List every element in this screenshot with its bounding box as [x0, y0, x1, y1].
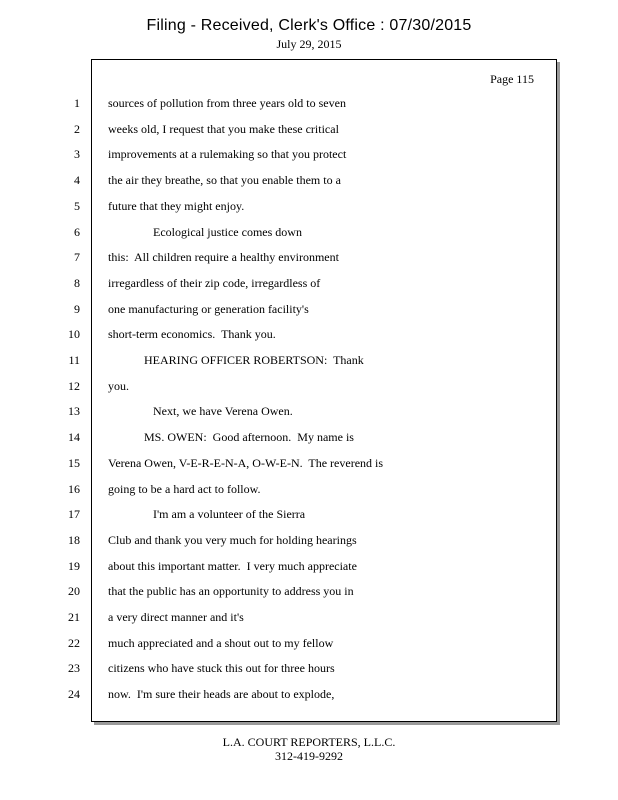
- transcript-line: that the public has an opportunity to address you in: [108, 584, 354, 599]
- line-number: 4: [74, 173, 80, 188]
- line-number: 19: [68, 558, 80, 573]
- transcript-line: sources of pollution from three years old to seven: [108, 96, 346, 110]
- line-number: 20: [68, 584, 80, 599]
- transcript-date: July 29, 2015: [276, 37, 342, 51]
- transcript-line: Next, we have Verena Owen.: [108, 404, 293, 419]
- line-number: 10: [68, 327, 80, 342]
- line-number: 23: [68, 661, 80, 676]
- line-number: 14: [68, 430, 80, 445]
- transcript-line: improvements at a rulemaking so that you protect: [108, 147, 347, 162]
- transcript-line: much appreciated and a shout out to my fellow: [108, 635, 334, 650]
- transcript-line: you.: [108, 378, 129, 393]
- line-number: 22: [68, 635, 80, 650]
- transcript-line: citizens who have stuck this out for three hours: [108, 661, 335, 676]
- line-number: 5: [74, 198, 80, 213]
- line-number: 18: [68, 532, 80, 547]
- line-number: 12: [68, 378, 80, 393]
- transcript-line: Club and thank you very much for holding hearings: [108, 532, 357, 547]
- reporter-company: L.A. COURT REPORTERS, L.L.C.: [222, 735, 396, 749]
- transcript-line: this: All children require a healthy environment: [108, 250, 339, 265]
- transcript-line: a very direct manner and it's: [108, 610, 244, 624]
- line-number: 7: [74, 250, 80, 265]
- transcript-line: Verena Owen, V-E-R-E-N-A, O-W-E-N. The reverend is: [108, 455, 384, 470]
- transcript-line: future that they might enjoy.: [108, 198, 245, 213]
- filing-stamp: Filing - Received, Clerk's Office : 07/30/2015: [146, 17, 472, 34]
- line-number: 17: [68, 507, 80, 522]
- line-number: 24: [68, 687, 80, 702]
- transcript-line: irregardless of their zip code, irregardless of: [108, 275, 321, 290]
- transcript-line: the air they breathe, so that you enable them to a: [108, 173, 341, 188]
- line-number: 16: [68, 481, 80, 496]
- transcript-line: short-term economics. Thank you.: [108, 327, 276, 342]
- transcript-line: going to be a hard act to follow.: [108, 481, 261, 496]
- transcript-line: now. I'm sure their heads are about to explode,: [108, 687, 335, 702]
- reporter-phone: 312-419-9292: [275, 749, 343, 763]
- line-number: 6: [74, 224, 80, 239]
- line-number: 21: [68, 610, 80, 624]
- transcript-line: weeks old, I request that you make these critical: [108, 121, 339, 136]
- transcript-line: I'm am a volunteer of the Sierra: [108, 507, 306, 522]
- line-number: 9: [74, 301, 80, 316]
- line-number: 15: [68, 455, 80, 470]
- transcript-line: about this important matter. I very much appreciate: [108, 558, 357, 573]
- line-number: 2: [74, 121, 80, 136]
- line-number: 8: [74, 275, 80, 290]
- page-number: Page 115: [490, 72, 534, 86]
- line-number: 1: [74, 96, 80, 110]
- transcript-line: HEARING OFFICER ROBERTSON: Thank: [108, 353, 364, 367]
- line-number: 3: [74, 147, 80, 162]
- line-number: 11: [68, 353, 80, 367]
- transcript-line: one manufacturing or generation facility's: [108, 301, 309, 316]
- line-number: 13: [68, 404, 80, 419]
- transcript-line: Ecological justice comes down: [108, 224, 302, 239]
- transcript-line: MS. OWEN: Good afternoon. My name is: [108, 430, 354, 445]
